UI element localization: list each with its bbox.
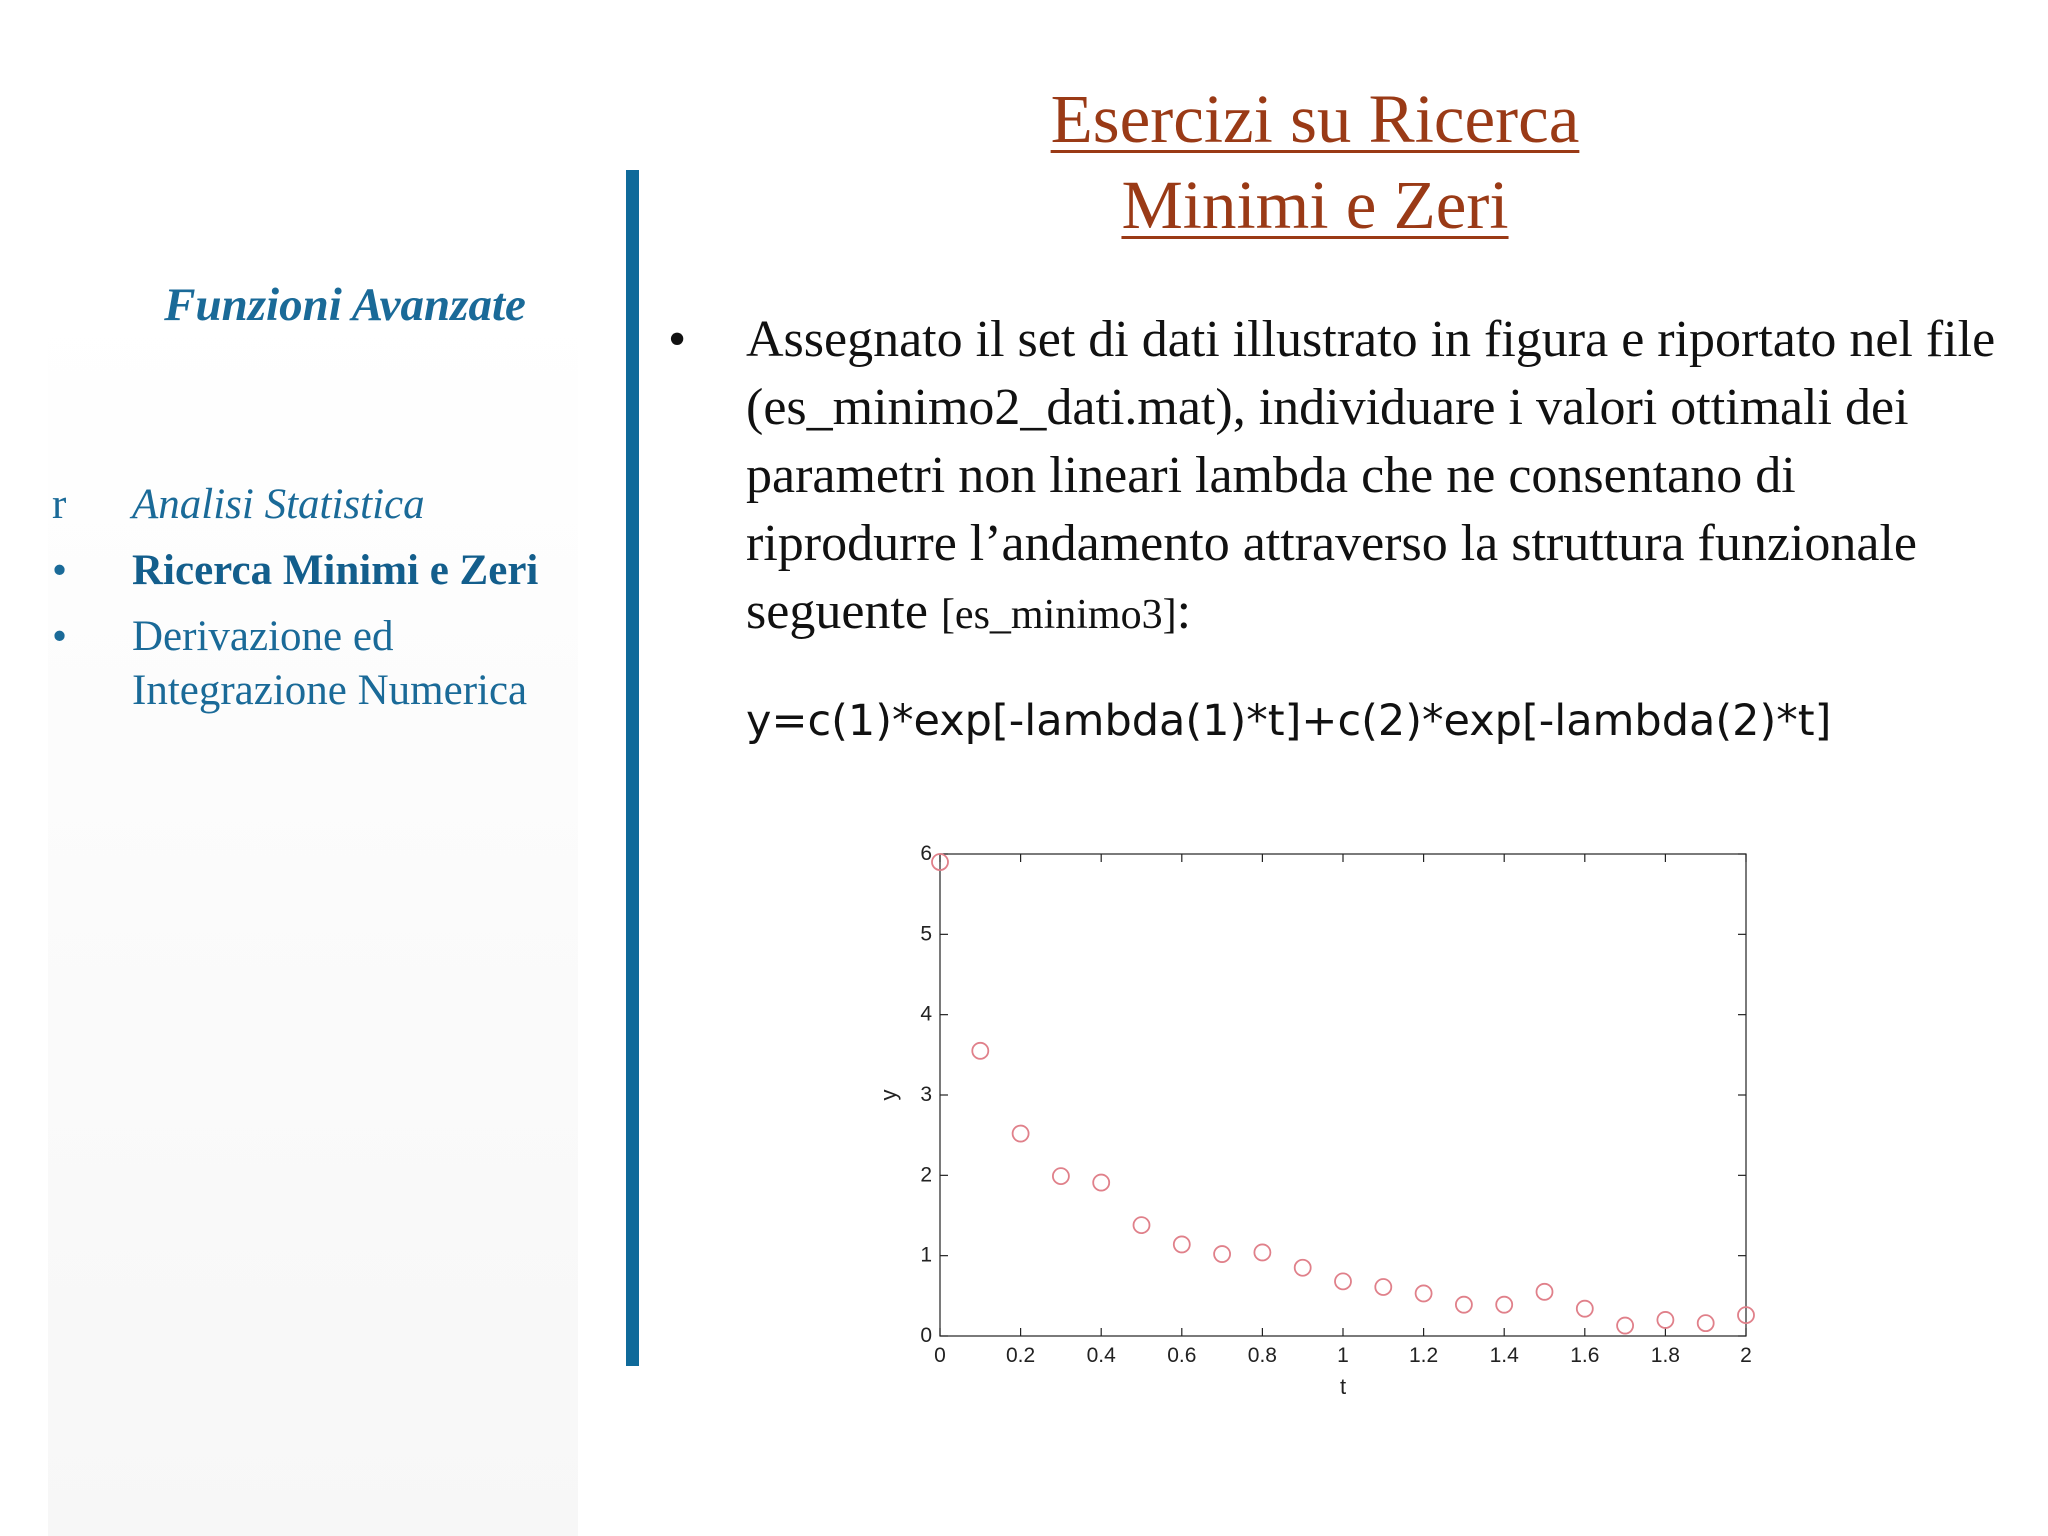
y-tick-label: 5 — [920, 922, 932, 946]
formula: y=c(1)*exp[-lambda(1)*t]+c(2)*exp[-lambda(2)*t] — [746, 696, 1832, 746]
y-axis-label: y — [876, 1089, 901, 1101]
data-point — [1617, 1318, 1633, 1334]
sidebar-item-ricerca-minimi[interactable] — [50, 544, 610, 598]
data-point — [1657, 1312, 1673, 1328]
script-reference: [es_minimo3] — [940, 592, 1177, 638]
x-tick-label: 1.8 — [1650, 1344, 1681, 1367]
data-point — [1335, 1273, 1351, 1289]
data-point — [1013, 1126, 1029, 1142]
x-tick-label: 0 — [934, 1344, 946, 1367]
y-tick-label: 4 — [920, 1002, 932, 1026]
x-axis-label: t — [1339, 1374, 1347, 1399]
data-point — [1496, 1297, 1512, 1313]
sidebar-heading: Funzioni Avanzate — [164, 279, 526, 331]
sidebar-list — [50, 478, 610, 730]
sidebar-item-analisi-statistica[interactable] — [50, 478, 610, 532]
x-tick-label: 2 — [1740, 1344, 1752, 1367]
x-tick-label: 0.4 — [1086, 1344, 1116, 1367]
data-point — [1416, 1285, 1432, 1301]
list-marker: r — [52, 481, 67, 528]
data-point — [972, 1043, 988, 1059]
y-tick-label: 2 — [920, 1163, 932, 1187]
data-point — [1295, 1260, 1311, 1276]
bullet-text — [746, 306, 1998, 649]
x-tick-label: 1.6 — [1570, 1344, 1600, 1367]
data-point — [1214, 1246, 1230, 1262]
data-point — [1053, 1168, 1069, 1184]
plot-frame — [940, 854, 1746, 1336]
y-tick-label: 1 — [920, 1243, 932, 1267]
sidebar-item-label: Ricerca Minimi e Zeri — [132, 547, 539, 594]
sidebar-item-derivazione[interactable] — [50, 610, 610, 718]
data-point — [1134, 1217, 1150, 1233]
bullet-end: : — [1176, 583, 1192, 640]
list-marker: • — [52, 613, 68, 660]
x-tick-label: 0.8 — [1247, 1344, 1278, 1367]
x-tick-label: 1.4 — [1489, 1344, 1519, 1367]
chart-container — [870, 820, 1770, 1420]
data-point — [1174, 1236, 1190, 1252]
bullet-main-text: Assegnato il set di dati illustrato in figura e riportato nel file (es_minimo2_dati.mat), individuare i valori ottimali dei parametri non lineari lambda che ne consentano di riprodurre l’andamento attraverso la struttura funzionale seguente — [746, 311, 1996, 640]
y-tick-label: 3 — [920, 1083, 932, 1106]
slide-title-line1: Esercizi su Ricerca — [1050, 81, 1580, 157]
data-point — [1537, 1284, 1553, 1300]
sidebar-item-label: Derivazione ed Integrazione Numerica — [132, 613, 528, 714]
data-point — [1577, 1301, 1593, 1317]
slide-title — [680, 76, 1950, 248]
data-point — [1093, 1175, 1109, 1191]
bullet-paragraph — [668, 306, 1998, 649]
slide-title-line2: Minimi e Zeri — [1121, 167, 1509, 243]
y-tick-label: 6 — [920, 842, 932, 865]
vertical-divider — [626, 170, 639, 1366]
x-tick-label: 0.6 — [1167, 1344, 1197, 1367]
sidebar-item-label: Analisi Statistica — [132, 481, 425, 528]
list-marker: • — [52, 547, 68, 594]
data-point — [1254, 1244, 1270, 1260]
y-tick-label: 0 — [920, 1324, 932, 1347]
data-point — [1698, 1315, 1714, 1331]
x-tick-label: 0.2 — [1005, 1344, 1036, 1367]
data-point — [1375, 1279, 1391, 1295]
x-tick-label: 1.2 — [1408, 1344, 1439, 1367]
scatter-chart — [870, 820, 1770, 1420]
x-tick-label: 1 — [1337, 1344, 1349, 1367]
bullet-marker: • — [668, 311, 687, 368]
data-point — [1456, 1297, 1472, 1313]
